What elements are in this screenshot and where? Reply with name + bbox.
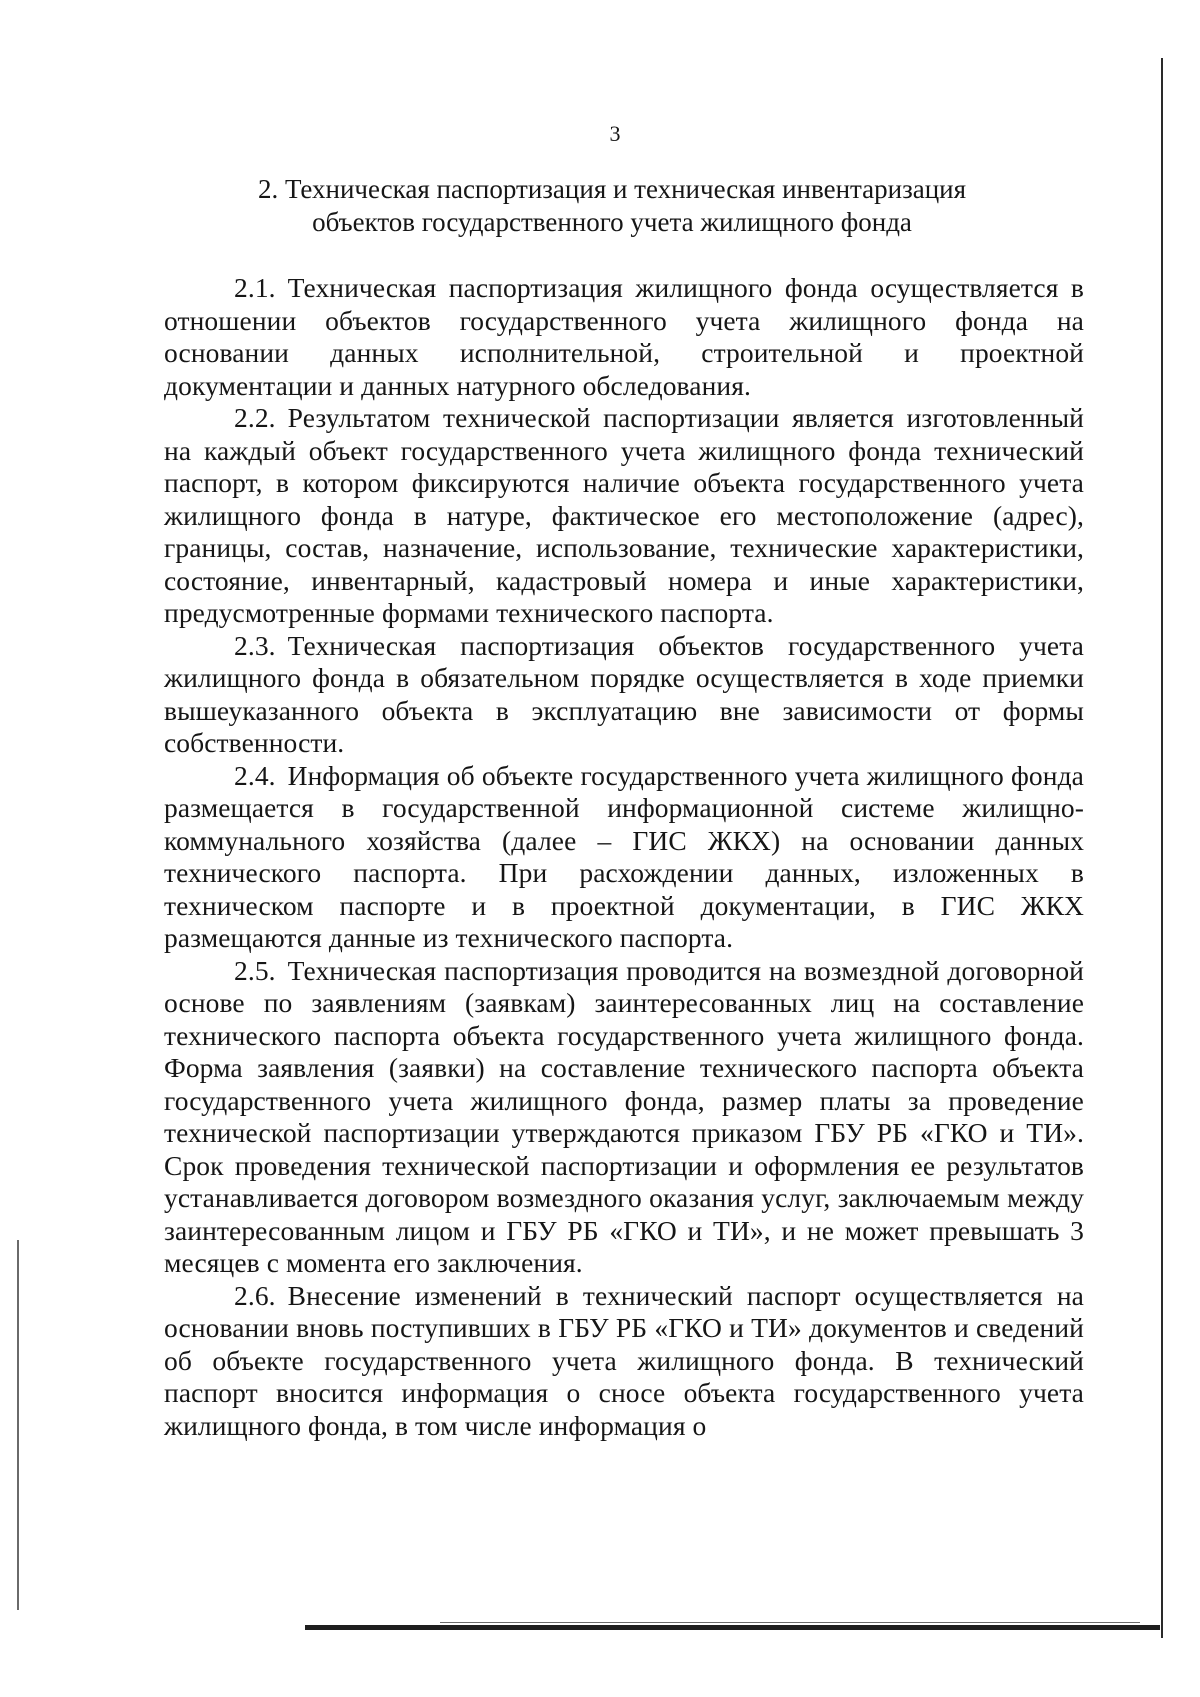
- paragraph-2-2: [164, 402, 1084, 630]
- scan-edge-bottom-thin: [440, 1622, 1140, 1623]
- paragraph-text: Результатом технической паспортизации является изготовленный на каждый объект государственного учета жилищного фонда технический паспорт, в котором фиксируются наличие объекта государственного учета жилищного фонда в натуре, фактическое его местоположение (адрес), границы, состав, назначение, использование, технические характеристики, состояние, инвентарный, кадастровый номера и иные характеристики, предусмотренные формами технического паспорта.: [164, 402, 1084, 628]
- paragraph-text: Информация об объекте государственного учета жилищного фонда размещается в государственной информационной системе жилищно-коммунального хозяйства (далее – ГИС ЖКХ) на основании данных технического паспорта. При расхождении данных, изложенных в техническом паспорте и в проектной документации, в ГИС ЖКХ размещаются данные из технического паспорта.: [164, 759, 1084, 953]
- paragraph-text: Техническая паспортизация объектов государственного учета жилищного фонда в обязательном порядке осуществляется в ходе приемки вышеуказанного объекта в эксплуатацию вне зависимости от формы собственности.: [164, 629, 1084, 758]
- paragraph-number: 2.3.: [234, 629, 276, 661]
- paragraph-2-6: [164, 1280, 1084, 1443]
- paragraph-text: Техническая паспортизация проводится на возмездной договорной основе по заявлениям (заявкам) заинтересованных лиц на составление технического паспорта объекта государственного учета жилищного фонда. Форма заявления (заявки) на составление технического паспорта объекта государственного учета жилищного фонда, размер платы за проведение технической паспортизации утверждаются приказом ГБУ РБ «ГКО и ТИ». Срок проведения технической паспортизации и оформления ее результатов устанавливается договором возмездного оказания услуг, заключаемым между заинтересованным лицом и ГБУ РБ «ГКО и ТИ», и не может превышать 3 месяцев с момента его заключения.: [164, 954, 1084, 1278]
- paragraph-text: Внесение изменений в технический паспорт осуществляется на основании вновь поступивших в ГБУ РБ «ГКО и ТИ» документов и сведений об объекте государственного учета жилищного фонда. В технический паспорт вносится информация о сносе объекта государственного учета жилищного фонда, в том числе информация о: [164, 1279, 1084, 1441]
- paragraph-2-3: [164, 630, 1084, 760]
- paragraph-number: 2.4.: [234, 759, 276, 791]
- scan-edge-bottom: [305, 1625, 1160, 1630]
- paragraph-2-4: [164, 760, 1084, 955]
- paragraph-number: 2.5.: [234, 954, 276, 986]
- section-heading-line-2: объектов государственного учета жилищного фонда: [312, 207, 912, 237]
- section-heading-line-1: 2. Техническая паспортизация и техническая инвентаризация: [257, 174, 967, 204]
- paragraph-number: 2.6.: [234, 1279, 276, 1311]
- page-number: 3: [609, 121, 621, 146]
- body-text: [164, 272, 1084, 1442]
- scan-edge-left: [17, 1240, 19, 1610]
- paragraph-2-1: [164, 272, 1084, 402]
- paragraph-2-5: [164, 955, 1084, 1280]
- paragraph-text: Техническая паспортизация жилищного фонда осуществляется в отношении объектов государственного учета жилищного фонда на основании данных исполнительной, строительной и проектной документации и данных натурного обследования.: [164, 272, 1084, 401]
- section-heading: [160, 173, 1064, 239]
- paragraph-number: 2.1.: [234, 272, 276, 303]
- scan-edge-right: [1161, 58, 1163, 1638]
- paragraph-number: 2.2.: [234, 402, 276, 433]
